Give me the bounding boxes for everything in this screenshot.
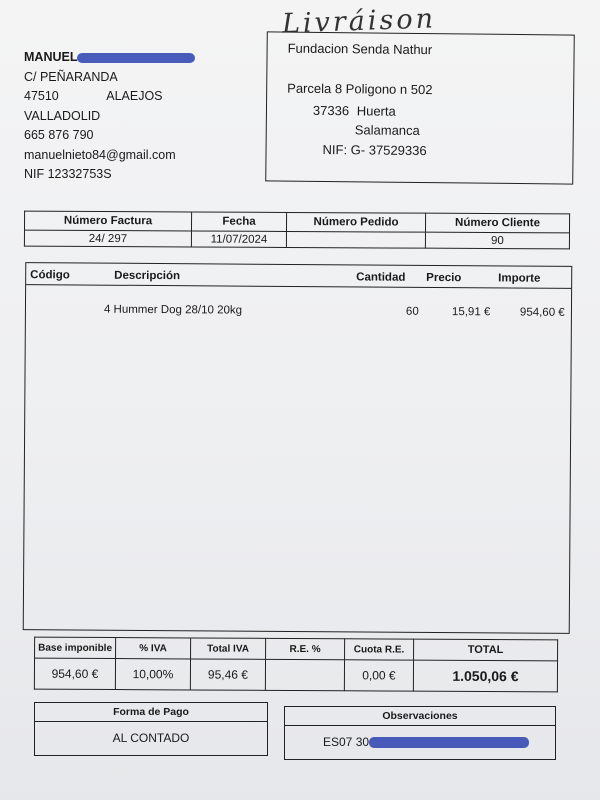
column-header: Número Cliente (425, 213, 569, 233)
column-header: Base imponible (35, 637, 116, 658)
invoice-number: 24/ 297 (24, 230, 191, 247)
sender-province: VALLADOLID (24, 108, 101, 123)
table-row (24, 230, 569, 249)
items-table (23, 262, 573, 634)
recipient-postal-code: 37336 (312, 102, 350, 119)
vat-percent: 10,00% (115, 659, 190, 690)
sender-phone: 665 876 790 (24, 128, 94, 142)
sender-postal-code: 47510 (24, 89, 59, 103)
redaction-mark (77, 53, 195, 63)
payment-box (34, 702, 268, 756)
table-header-row (35, 637, 558, 661)
re-amount: 0,00 € (344, 660, 413, 691)
column-header: R.E. % (266, 638, 345, 659)
sender-city-line (24, 87, 195, 107)
vat-total: 95,46 € (190, 659, 265, 690)
customer-number: 90 (425, 232, 569, 249)
divider (26, 284, 571, 289)
sender-city: ALAEJOS (106, 89, 163, 103)
handwritten-note: Livráison (281, 3, 437, 40)
table-row (34, 658, 557, 692)
tax-base: 954,60 € (34, 658, 115, 689)
column-header-amount: Importe (498, 272, 541, 285)
column-header: Total IVA (191, 638, 266, 659)
item-quantity: 60 (405, 305, 419, 318)
item-price: 15,91 € (451, 306, 491, 319)
invoice-date: 11/07/2024 (191, 231, 286, 247)
column-header-quantity: Cantidad (356, 271, 406, 284)
column-header: Cuota R.E. (345, 639, 414, 660)
column-header: % IVA (116, 638, 191, 659)
recipient-town: Huerta (356, 103, 396, 119)
recipient-nif: NIF: G- 37529336 (322, 141, 427, 159)
item-description: 4 Hummer Dog 28/10 20kg (103, 303, 243, 317)
sender-name-visible: MANUEL (24, 50, 78, 64)
recipient-name: Fundacion Senda Nathur (287, 40, 433, 58)
column-header: Fecha (191, 212, 286, 231)
recipient-box (265, 31, 575, 184)
sender-nif: NIF 12332753S (24, 167, 112, 181)
observations-box (284, 706, 556, 760)
recipient-town-line (313, 103, 396, 119)
sender-email: manuelnieto84@gmail.com (24, 147, 176, 162)
grand-total: 1.050,06 € (413, 660, 557, 692)
item-amount: 954,60 € (519, 306, 565, 319)
redaction-mark (369, 737, 529, 748)
column-header-price: Precio (426, 271, 462, 285)
sender-name (24, 48, 195, 68)
sender-street: C/ PEÑARANDA (24, 69, 118, 84)
payment-method: AL CONTADO (112, 731, 190, 745)
totals-table (34, 637, 558, 693)
observations-title: Observaciones (285, 707, 555, 726)
invoice-header-table (24, 211, 570, 250)
iban-prefix: ES07 30 (323, 735, 370, 749)
recipient-address: Parcela 8 Poligono n 502 (287, 80, 433, 98)
column-header: Número Factura (24, 211, 191, 231)
column-header-description: Descripción (114, 269, 181, 283)
order-number (286, 231, 425, 248)
sender-block (24, 48, 195, 185)
column-header: TOTAL (414, 639, 558, 661)
recipient-province: Salamanca (354, 122, 420, 138)
re-percent (265, 659, 344, 690)
column-header: Número Pedido (286, 212, 425, 232)
column-header-code: Código (30, 269, 70, 282)
observations-value (285, 726, 555, 758)
payment-title: Forma de Pago (35, 703, 267, 722)
